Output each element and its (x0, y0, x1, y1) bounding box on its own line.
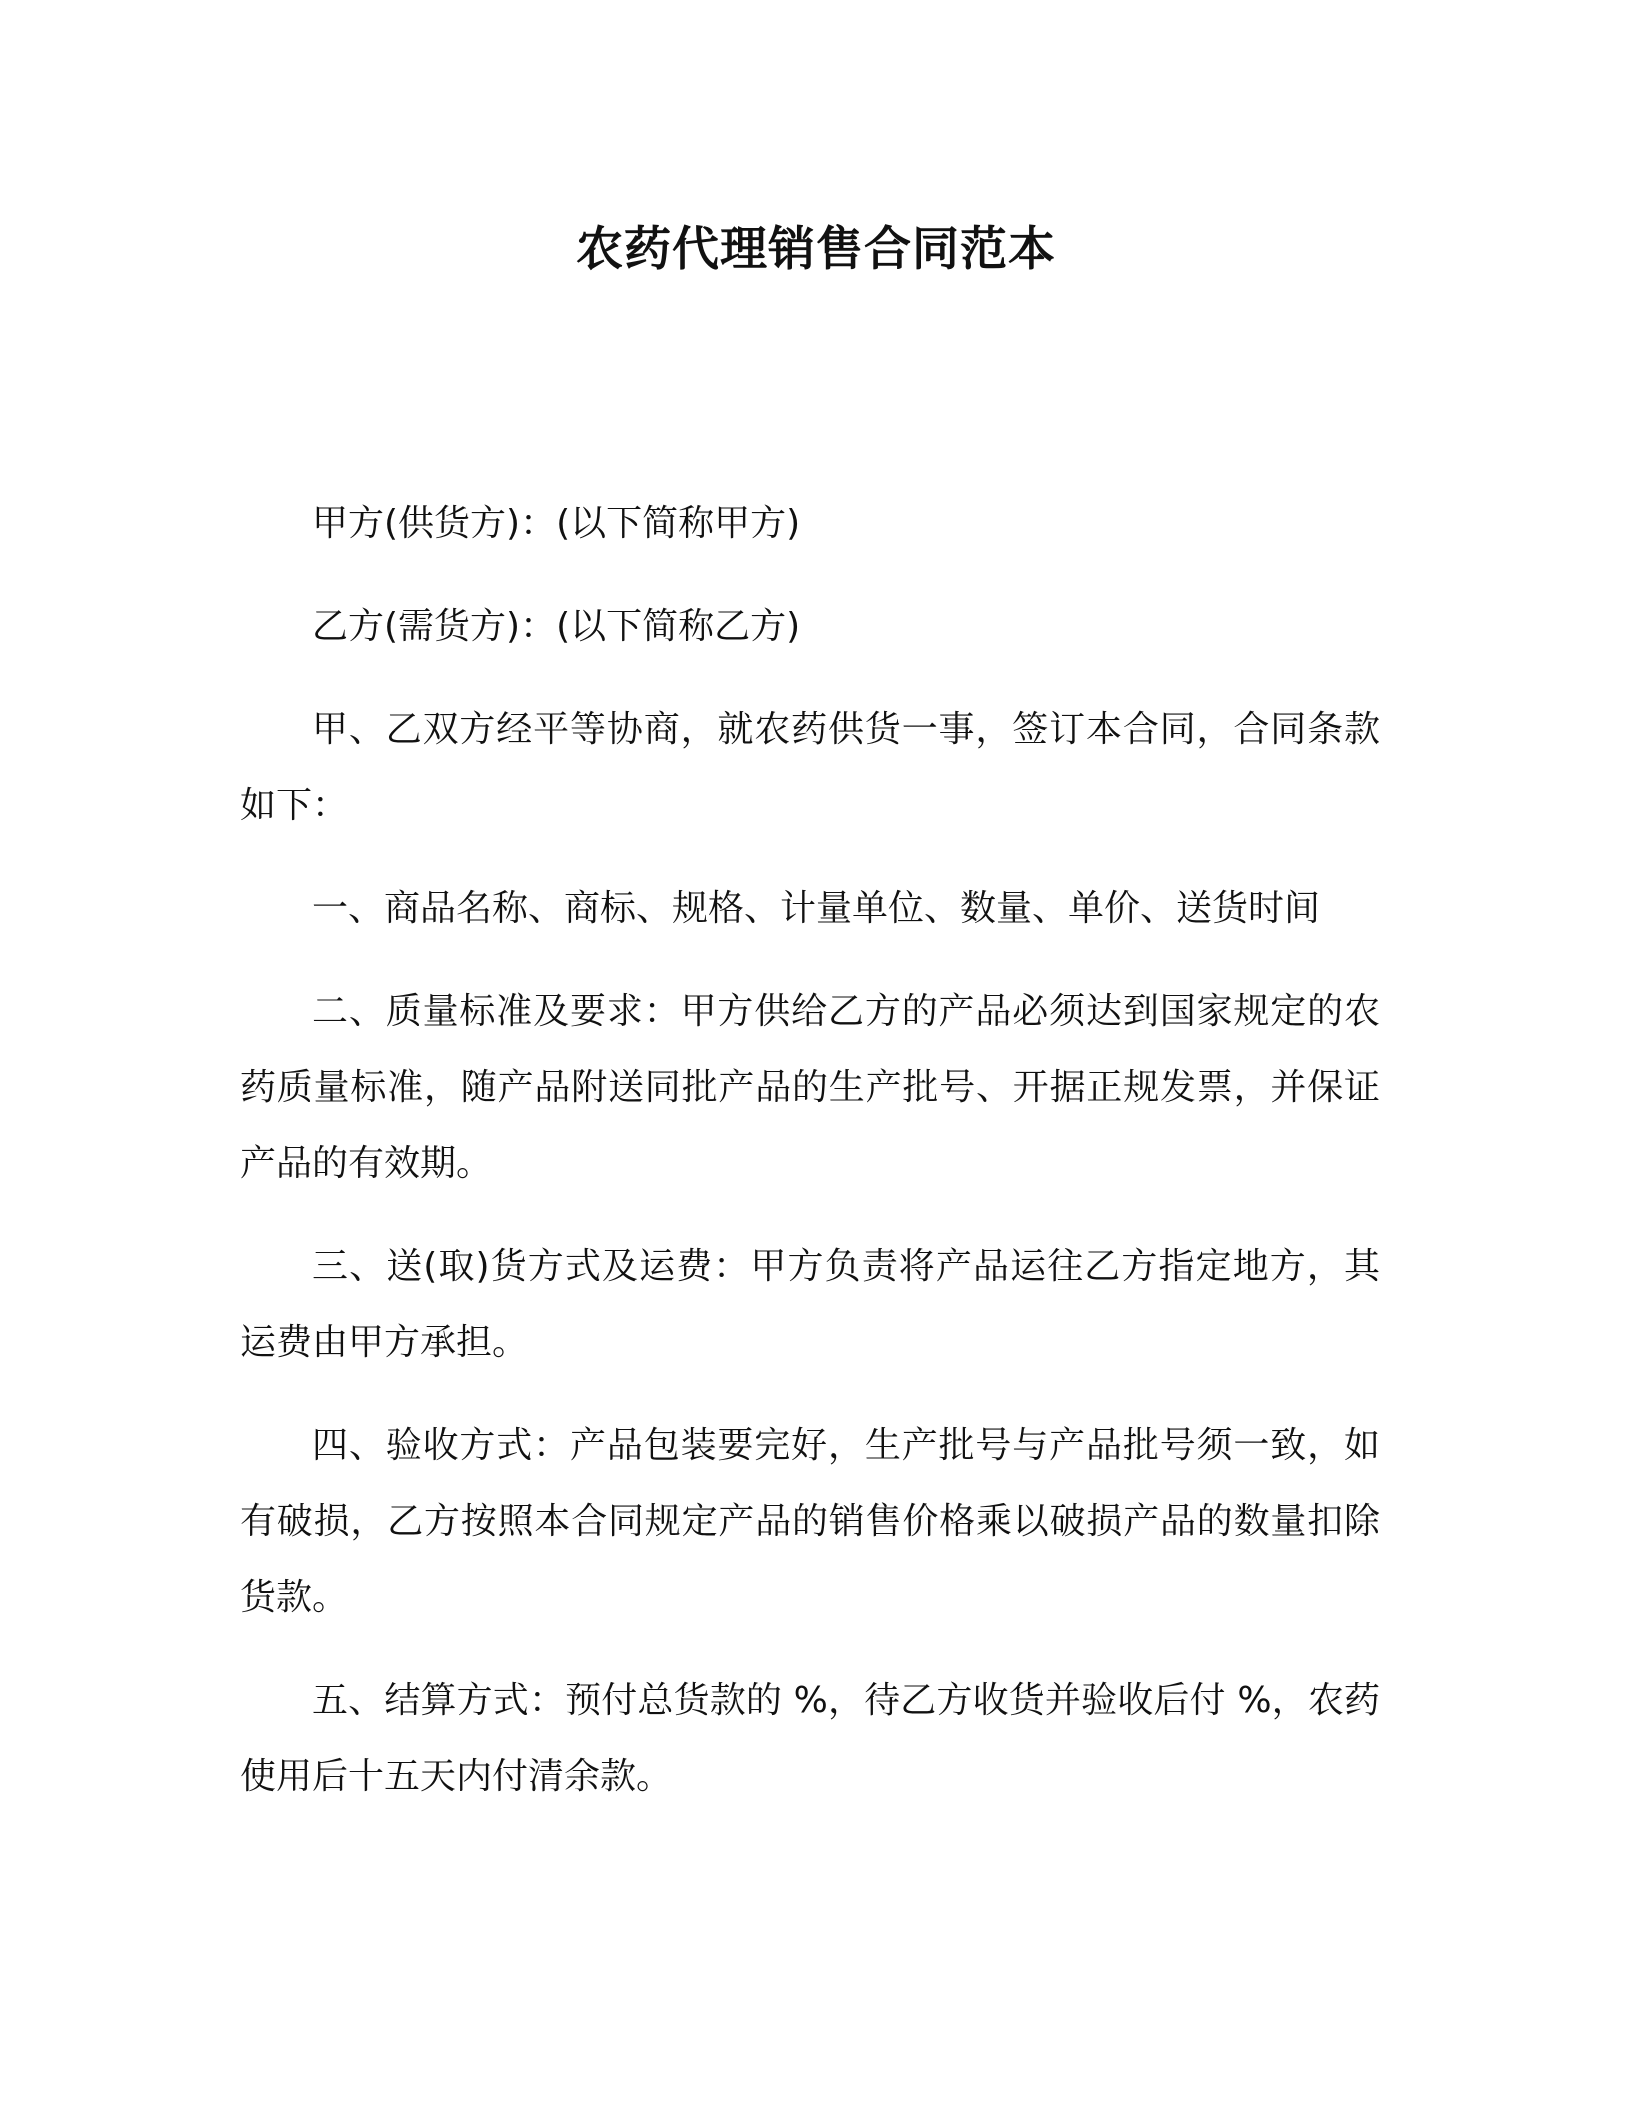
paragraph-clause-4: 四、验收方式：产品包装要完好，生产批号与产品批号须一致，如有破损，乙方按照本合同规定产品的销售价格乘以破损产品的数量扣除货款。 (240, 1425, 1380, 1618)
paragraph-party-a: 甲方(供货方)：(以下简称甲方) (312, 503, 801, 544)
paragraph-clause-3: 三、送(取)货方式及运费：甲方负责将产品运往乙方指定地方，其运费由甲方承担。 (240, 1246, 1380, 1363)
paragraph-clause-5: 五、结算方式：预付总货款的 %，待乙方收货并验收后付 %，农药使用后十五天内付清余款。 (240, 1680, 1380, 1797)
document-title: 农药代理销售合同范本 (576, 222, 1056, 277)
paragraph-preamble: 甲、乙双方经平等协商，就农药供货一事，签订本合同，合同条款如下： (240, 709, 1380, 826)
paragraph-party-b: 乙方(需货方)：(以下简称乙方) (312, 606, 801, 647)
paragraph-clause-2: 二、质量标准及要求：甲方供给乙方的产品必须达到国家规定的农药质量标准，随产品附送同批产品的生产批号、开据正规发票，并保证产品的有效期。 (240, 991, 1380, 1184)
document-body (240, 486, 1380, 1842)
paragraph-clause-1: 一、商品名称、商标、规格、计量单位、数量、单价、送货时间 (312, 888, 1321, 929)
